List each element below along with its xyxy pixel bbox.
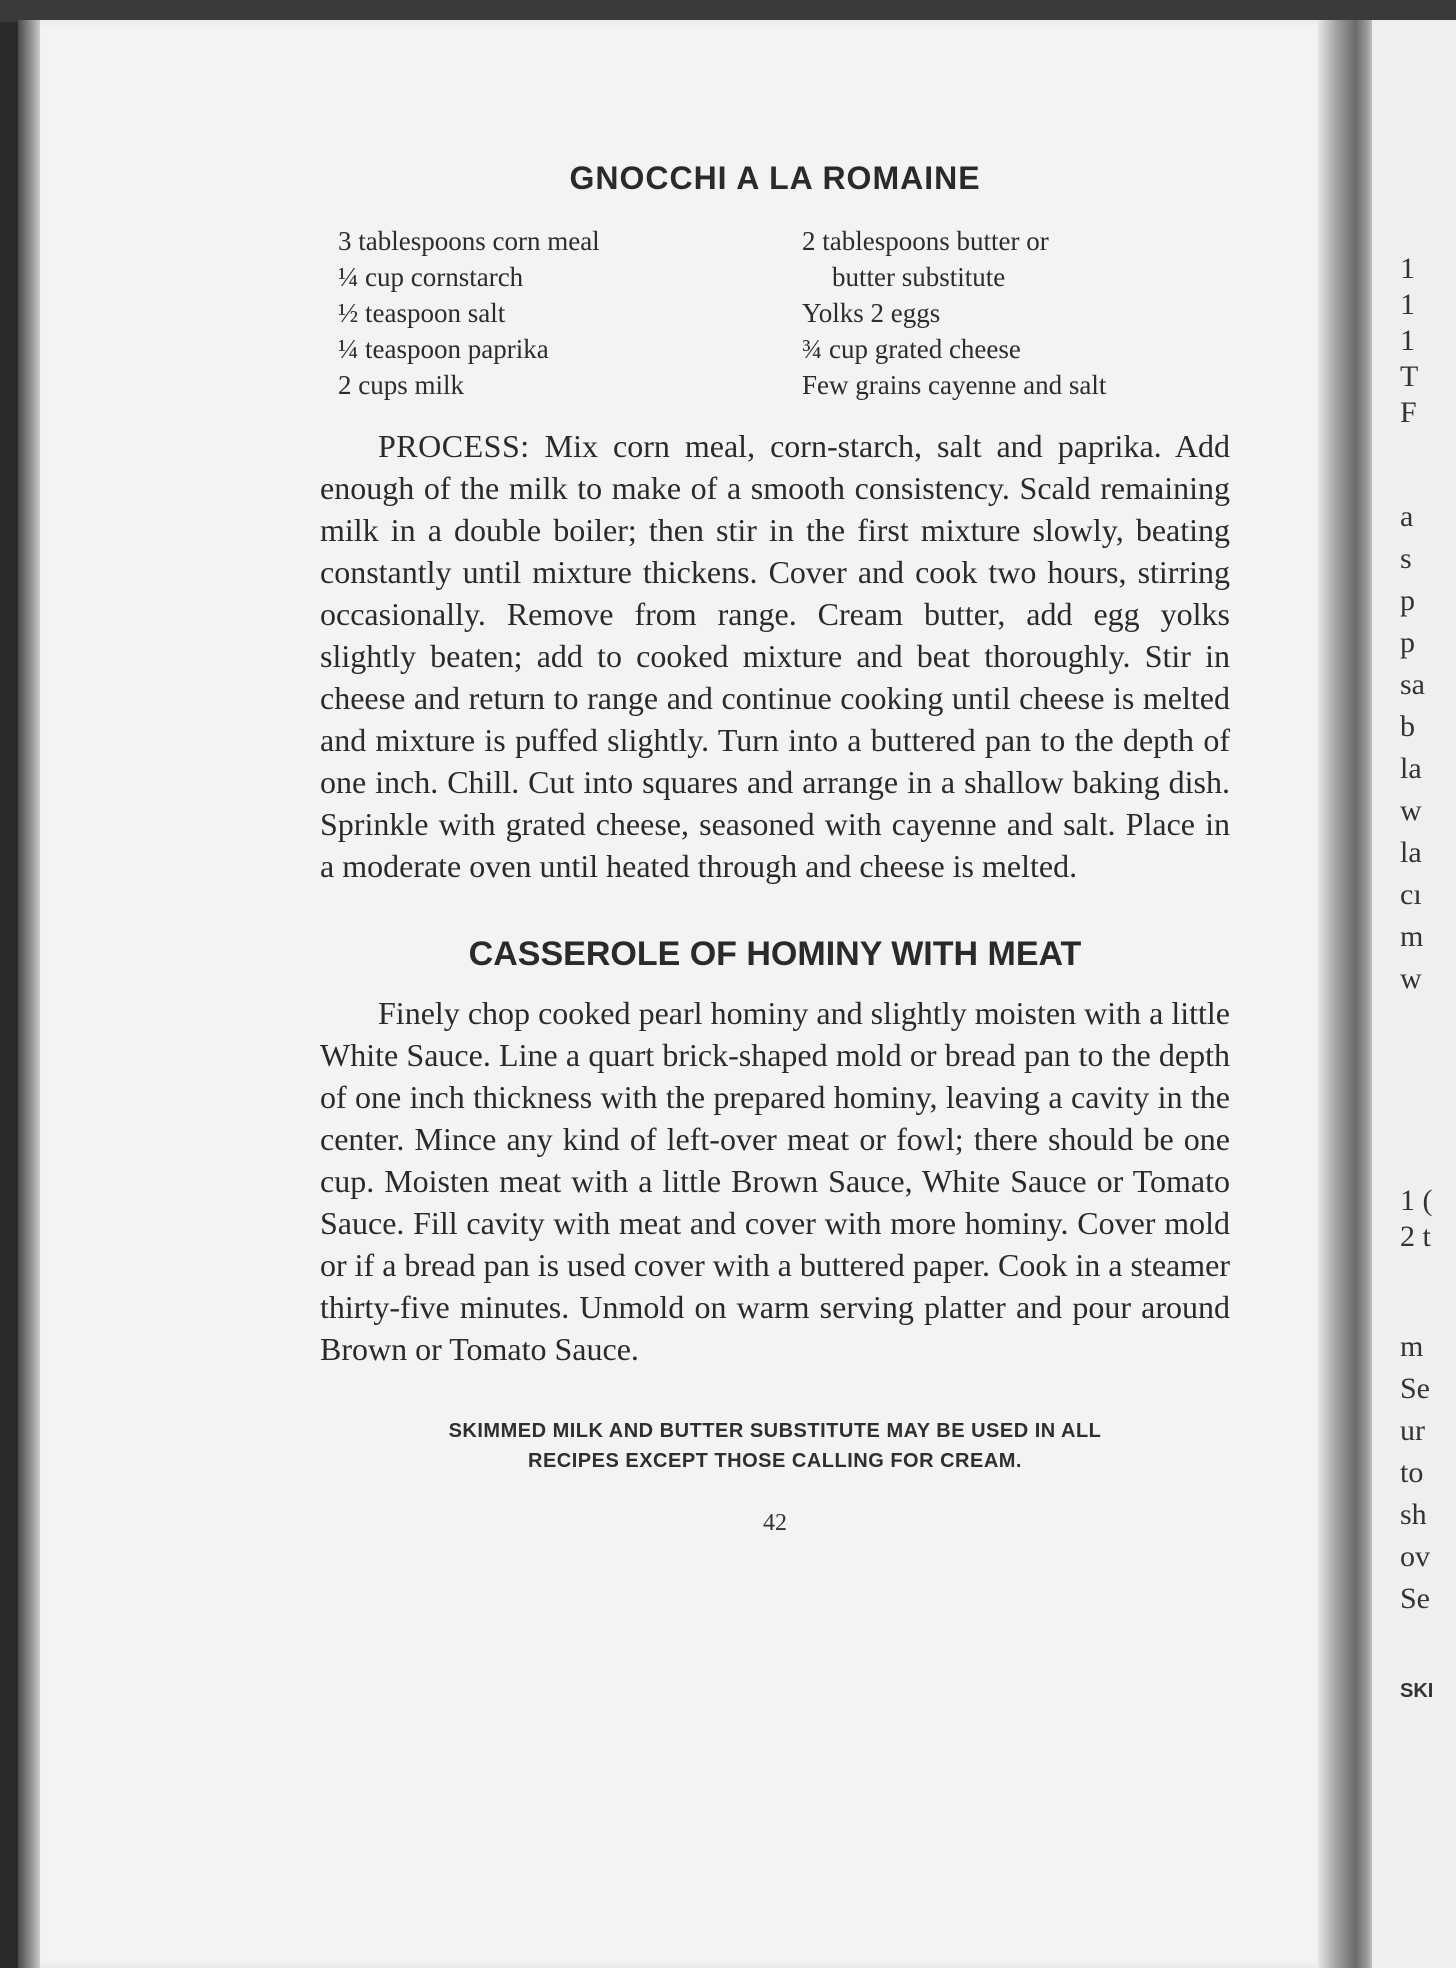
right-page-fragment: F (1400, 396, 1417, 429)
casserole-text: Finely chop cooked pearl hominy and slightly moisten with a little White Sauce. Line a quart brick-shaped mold or bread pan to the depth of one inch thickness with the prepared hominy, leaving a cavity in the center. Mince any kind of left-over meat or fowl; there should be one cup. Moisten meat with a little Brown Sauce, White Sauce or Tomato Sauce. Fill cavity with meat and cover with more hominy. Cover mold or if a bread pan is used cover with a buttered paper. Cook in a steamer thirty-five minutes. Unmold on warm serving platter and pour around Brown or Tomato Sauce. (320, 995, 1230, 1367)
right-page-fragment: ur (1400, 1414, 1425, 1447)
ingredients-right-column (766, 223, 1230, 403)
page-content (320, 160, 1230, 1537)
right-page-fragment: 1 ( (1400, 1184, 1433, 1217)
book-gutter (1318, 20, 1376, 1968)
ingredient-line: 3 tablespoons corn meal (338, 226, 600, 256)
gnocchi-ingredients (338, 223, 1230, 403)
ingredient-line: ¾ cup grated cheese (802, 334, 1021, 364)
right-page-fragment: p (1400, 626, 1415, 659)
right-page-fragment: 1 (1400, 324, 1415, 357)
right-page-fragment: sa (1400, 668, 1425, 701)
footer-note (320, 1416, 1230, 1476)
book-left-edge (18, 20, 42, 1968)
ingredient-line: 2 cups milk (338, 370, 464, 400)
right-page-fragment: b (1400, 710, 1415, 743)
page-number: 42 (763, 1510, 787, 1536)
right-page-edge (1372, 20, 1456, 1968)
right-page-fragment: p (1400, 584, 1415, 617)
right-page-fragment: a (1400, 500, 1414, 533)
process-text: Mix corn meal, corn-starch, salt and paprika. Add enough of the milk to make of a smooth consistency. Scald remaining milk in a double boiler; then stir in the first mixture slowly, beating constantly until mixture thickens. Cover and cook two hours, stirring occasionally. Remove from range. Cream butter, add egg yolks slightly beaten; add to cooked mixture and beat thoroughly. Stir in cheese and return to range and continue cooking until cheese is melted and mixture is puffed slightly. Turn into a buttered pan to the depth of one inch. Chill. Cut into squares and arrange in a shallow baking dish. Sprinkle with grated cheese, seasoned with cayenne and salt. Place in a moderate oven until heated through and cheese is melted. (320, 428, 1230, 884)
right-page-fragment: cı (1400, 878, 1422, 911)
ingredient-line: ¼ cup cornstarch (338, 262, 524, 292)
gnocchi-title: GNOCCHI A LA ROMAINE (569, 160, 981, 196)
process-label: PROCESS: (378, 428, 530, 464)
ingredient-line: Yolks 2 eggs (802, 298, 941, 328)
ingredient-line: Few grains cayenne and salt (802, 370, 1107, 400)
footer-note-line: RECIPES EXCEPT THOSE CALLING FOR CREAM. (528, 1450, 1022, 1472)
right-page-fragment: 1 (1400, 252, 1415, 285)
ingredient-line: ½ teaspoon salt (338, 298, 506, 328)
right-page-fragment: to (1400, 1456, 1424, 1489)
ingredients-left-column (338, 223, 766, 403)
right-page-fragment: Se (1400, 1582, 1430, 1615)
right-page-fragment: la (1400, 836, 1422, 869)
right-page-fragment: 2 t (1400, 1220, 1431, 1253)
right-page-fragment: T (1400, 360, 1419, 393)
right-page-fragment: la (1400, 752, 1422, 785)
gnocchi-process (320, 425, 1230, 887)
right-page-fragment: w (1400, 962, 1422, 995)
right-page-fragment: m (1400, 1330, 1424, 1363)
footer-note-line: SKIMMED MILK AND BUTTER SUBSTITUTE MAY BE USED IN ALL (448, 1420, 1102, 1442)
right-page-fragment: Se (1400, 1372, 1430, 1405)
right-page-fragment: m (1400, 920, 1424, 953)
casserole-title: CASSEROLE OF HOMINY WITH MEAT (468, 935, 1082, 973)
ingredient-line: ¼ teaspoon paprika (338, 334, 549, 364)
ingredient-line: butter substitute (832, 262, 1006, 292)
right-page-fragment: w (1400, 794, 1422, 827)
right-page-fragment: SKI (1400, 1680, 1434, 1702)
right-page-fragment: sh (1400, 1498, 1427, 1531)
right-page-fragment: ov (1400, 1540, 1430, 1573)
right-page-fragment: s (1400, 542, 1412, 575)
ingredient-line: 2 tablespoons butter or (802, 226, 1049, 256)
right-page-fragment: 1 (1400, 288, 1415, 321)
scan-top-band (0, 0, 1456, 22)
